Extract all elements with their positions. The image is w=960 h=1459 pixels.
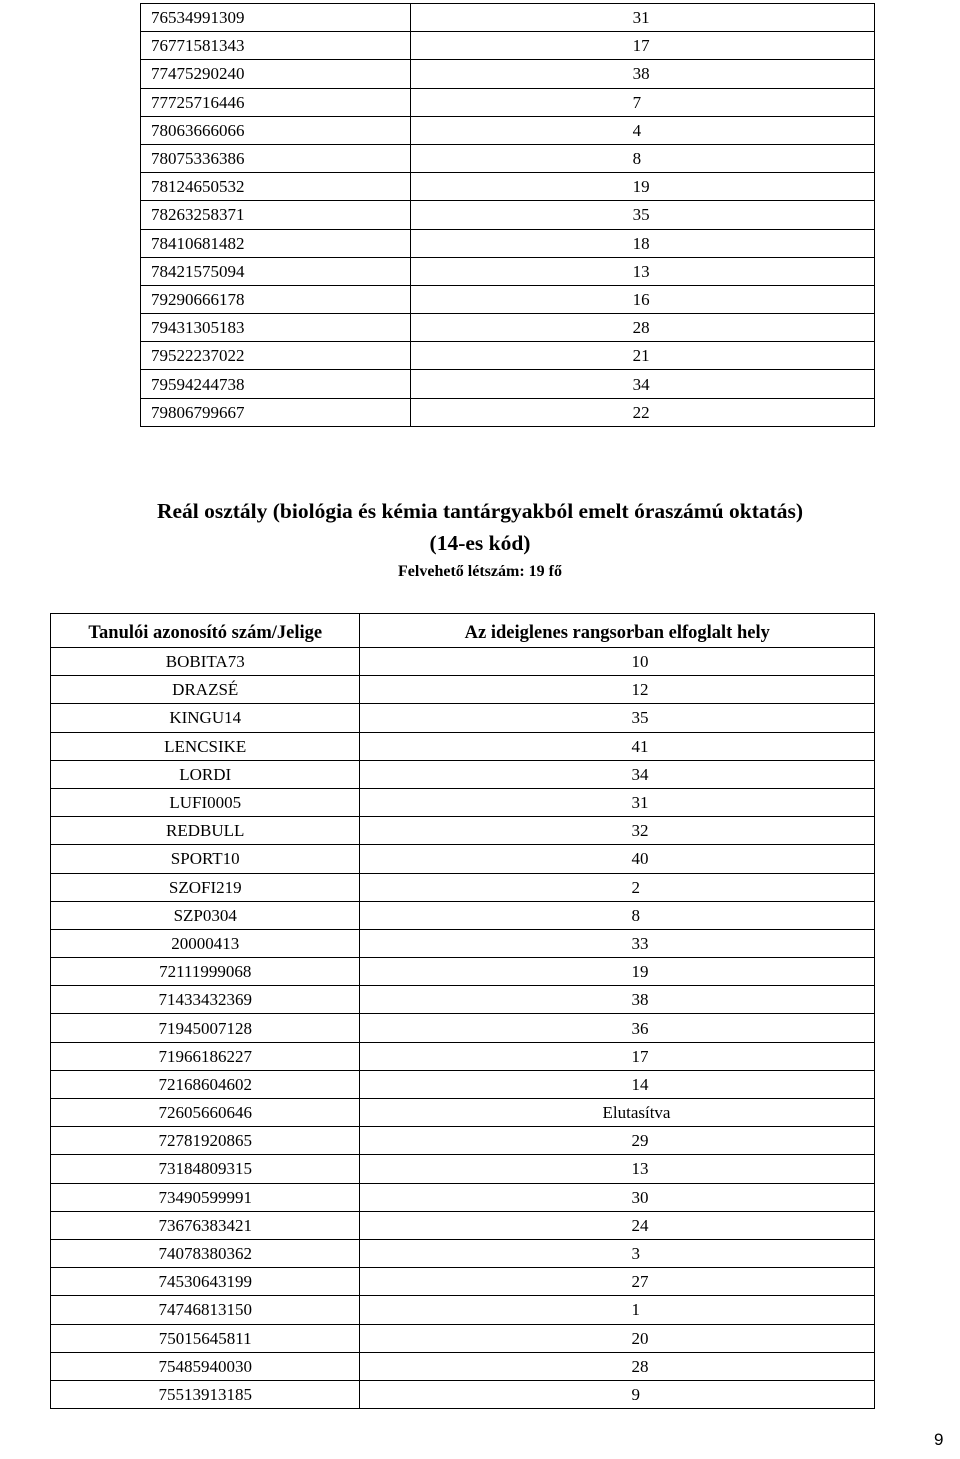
table-row — [51, 760, 875, 788]
rank-cell: 38 — [360, 986, 875, 1014]
student-id-cell: LORDI — [51, 760, 360, 788]
table-row — [51, 1070, 875, 1098]
page-number: 9 — [934, 1430, 944, 1449]
rank-cell: 17 — [410, 32, 874, 60]
student-id-cell: 79806799667 — [141, 398, 411, 426]
table-row — [51, 1324, 875, 1352]
rank-cell: 32 — [360, 817, 875, 845]
student-id-cell: REDBULL — [51, 817, 360, 845]
table-row — [51, 873, 875, 901]
student-id-cell: 73184809315 — [51, 1155, 360, 1183]
section-capacity: Felvehető létszám: 19 fő — [398, 563, 562, 580]
table-row — [51, 1352, 875, 1380]
rank-cell: 18 — [410, 229, 874, 257]
student-id-cell: 78421575094 — [141, 257, 411, 285]
table-row — [51, 1183, 875, 1211]
student-id-cell: 74078380362 — [51, 1239, 360, 1267]
header-row — [51, 614, 875, 648]
table-row — [51, 648, 875, 676]
table-row — [51, 845, 875, 873]
rank-cell: 35 — [410, 201, 874, 229]
rank-cell: 12 — [360, 676, 875, 704]
table-row — [141, 201, 875, 229]
student-id-cell: BOBITA73 — [51, 648, 360, 676]
student-id-cell: 78124650532 — [141, 173, 411, 201]
rank-cell: 16 — [410, 285, 874, 313]
rank-cell: 17 — [360, 1042, 875, 1070]
rank-cell: 9 — [360, 1380, 875, 1408]
student-id-cell: 71945007128 — [51, 1014, 360, 1042]
table-row — [51, 676, 875, 704]
student-id-cell: 74530643199 — [51, 1268, 360, 1296]
rank-cell: 4 — [410, 116, 874, 144]
student-id-cell: 79431305183 — [141, 314, 411, 342]
student-id-cell: 75015645811 — [51, 1324, 360, 1352]
table-row — [51, 704, 875, 732]
student-id-cell: 72605660646 — [51, 1099, 360, 1127]
table-row — [141, 285, 875, 313]
student-id-cell: SZOFI219 — [51, 873, 360, 901]
student-id-cell: 79594244738 — [141, 370, 411, 398]
table-row — [141, 60, 875, 88]
rank-cell: 22 — [410, 398, 874, 426]
table-row — [141, 398, 875, 426]
rank-cell: 28 — [410, 314, 874, 342]
rank-cell: 10 — [360, 648, 875, 676]
rank-cell: 35 — [360, 704, 875, 732]
student-id-cell: 71966186227 — [51, 1042, 360, 1070]
rank-cell: 27 — [360, 1268, 875, 1296]
student-id-cell: 77725716446 — [141, 88, 411, 116]
student-id-cell: DRAZSÉ — [51, 676, 360, 704]
student-id-cell: SPORT10 — [51, 845, 360, 873]
rank-cell: 24 — [360, 1211, 875, 1239]
table-row — [141, 116, 875, 144]
ranking-table — [50, 613, 875, 1409]
student-id-cell: 73676383421 — [51, 1211, 360, 1239]
student-id-cell: 72111999068 — [51, 958, 360, 986]
student-id-cell: 75513913185 — [51, 1380, 360, 1408]
student-id-cell: 78263258371 — [141, 201, 411, 229]
student-id-cell: 71433432369 — [51, 986, 360, 1014]
rank-cell: 14 — [360, 1070, 875, 1098]
table-row — [51, 929, 875, 957]
table-row — [51, 1099, 875, 1127]
student-id-cell: 76534991309 — [141, 4, 411, 32]
table-row — [141, 32, 875, 60]
rank-cell: 41 — [360, 732, 875, 760]
rank-cell: 31 — [410, 4, 874, 32]
rank-cell: Elutasítva — [360, 1099, 875, 1127]
student-id-cell: 78075336386 — [141, 144, 411, 172]
student-id-cell: SZP0304 — [51, 901, 360, 929]
rank-cell: 3 — [360, 1239, 875, 1267]
rank-cell: 40 — [360, 845, 875, 873]
table-row — [51, 1014, 875, 1042]
header-student-id: Tanulói azonosító szám/Jelige — [51, 614, 360, 648]
student-id-cell: 79522237022 — [141, 342, 411, 370]
rank-cell: 21 — [410, 342, 874, 370]
student-id-cell: 78063666066 — [141, 116, 411, 144]
student-id-cell: 20000413 — [51, 929, 360, 957]
rank-cell: 8 — [410, 144, 874, 172]
table-row — [141, 144, 875, 172]
table-row — [51, 901, 875, 929]
rank-cell: 36 — [360, 1014, 875, 1042]
ranking-table-header — [51, 614, 875, 648]
table-row — [51, 1268, 875, 1296]
section-code: (14-es kód) — [429, 531, 531, 555]
rank-cell: 20 — [360, 1324, 875, 1352]
rank-cell: 29 — [360, 1127, 875, 1155]
rank-cell: 28 — [360, 1352, 875, 1380]
student-id-cell: KINGU14 — [51, 704, 360, 732]
table-row — [141, 229, 875, 257]
student-id-cell: 73490599991 — [51, 1183, 360, 1211]
student-id-cell: 75485940030 — [51, 1352, 360, 1380]
table-row — [141, 342, 875, 370]
rank-cell: 1 — [360, 1296, 875, 1324]
rank-cell: 31 — [360, 788, 875, 816]
student-id-cell: LENCSIKE — [51, 732, 360, 760]
table-row — [141, 4, 875, 32]
rank-cell: 33 — [360, 929, 875, 957]
rank-cell: 2 — [360, 873, 875, 901]
student-id-cell: 72781920865 — [51, 1127, 360, 1155]
rank-cell: 13 — [410, 257, 874, 285]
table-row — [51, 788, 875, 816]
table-row — [141, 173, 875, 201]
table-row — [51, 1296, 875, 1324]
student-id-cell: 77475290240 — [141, 60, 411, 88]
table-row — [51, 1155, 875, 1183]
rank-cell: 34 — [410, 370, 874, 398]
student-id-cell: 72168604602 — [51, 1070, 360, 1098]
table-row — [141, 257, 875, 285]
student-id-cell: 76771581343 — [141, 32, 411, 60]
section-title: Reál osztály (biológia és kémia tantárgyakból emelt óraszámú oktatás) — [156, 499, 804, 523]
student-id-cell: 78410681482 — [141, 229, 411, 257]
table-row — [51, 986, 875, 1014]
student-id-cell: 79290666178 — [141, 285, 411, 313]
table-row — [51, 1239, 875, 1267]
ranking-table-continued — [140, 3, 875, 427]
ranking-table-body — [51, 648, 875, 1409]
table-row — [51, 1127, 875, 1155]
student-id-cell: LUFI0005 — [51, 788, 360, 816]
table-row — [141, 314, 875, 342]
header-rank: Az ideiglenes rangsorban elfoglalt hely — [360, 614, 875, 648]
table-row — [51, 1211, 875, 1239]
table-row — [51, 1380, 875, 1408]
rank-cell: 34 — [360, 760, 875, 788]
rank-cell: 7 — [410, 88, 874, 116]
rank-cell: 38 — [410, 60, 874, 88]
rank-cell: 13 — [360, 1155, 875, 1183]
rank-cell: 30 — [360, 1183, 875, 1211]
table-row — [51, 958, 875, 986]
student-id-cell: 74746813150 — [51, 1296, 360, 1324]
table-row — [141, 370, 875, 398]
table-row — [51, 1042, 875, 1070]
table-row — [51, 817, 875, 845]
ranking-table-continued-body — [141, 4, 875, 427]
table-row — [51, 732, 875, 760]
rank-cell: 19 — [410, 173, 874, 201]
rank-cell: 8 — [360, 901, 875, 929]
rank-cell: 19 — [360, 958, 875, 986]
table-row — [141, 88, 875, 116]
